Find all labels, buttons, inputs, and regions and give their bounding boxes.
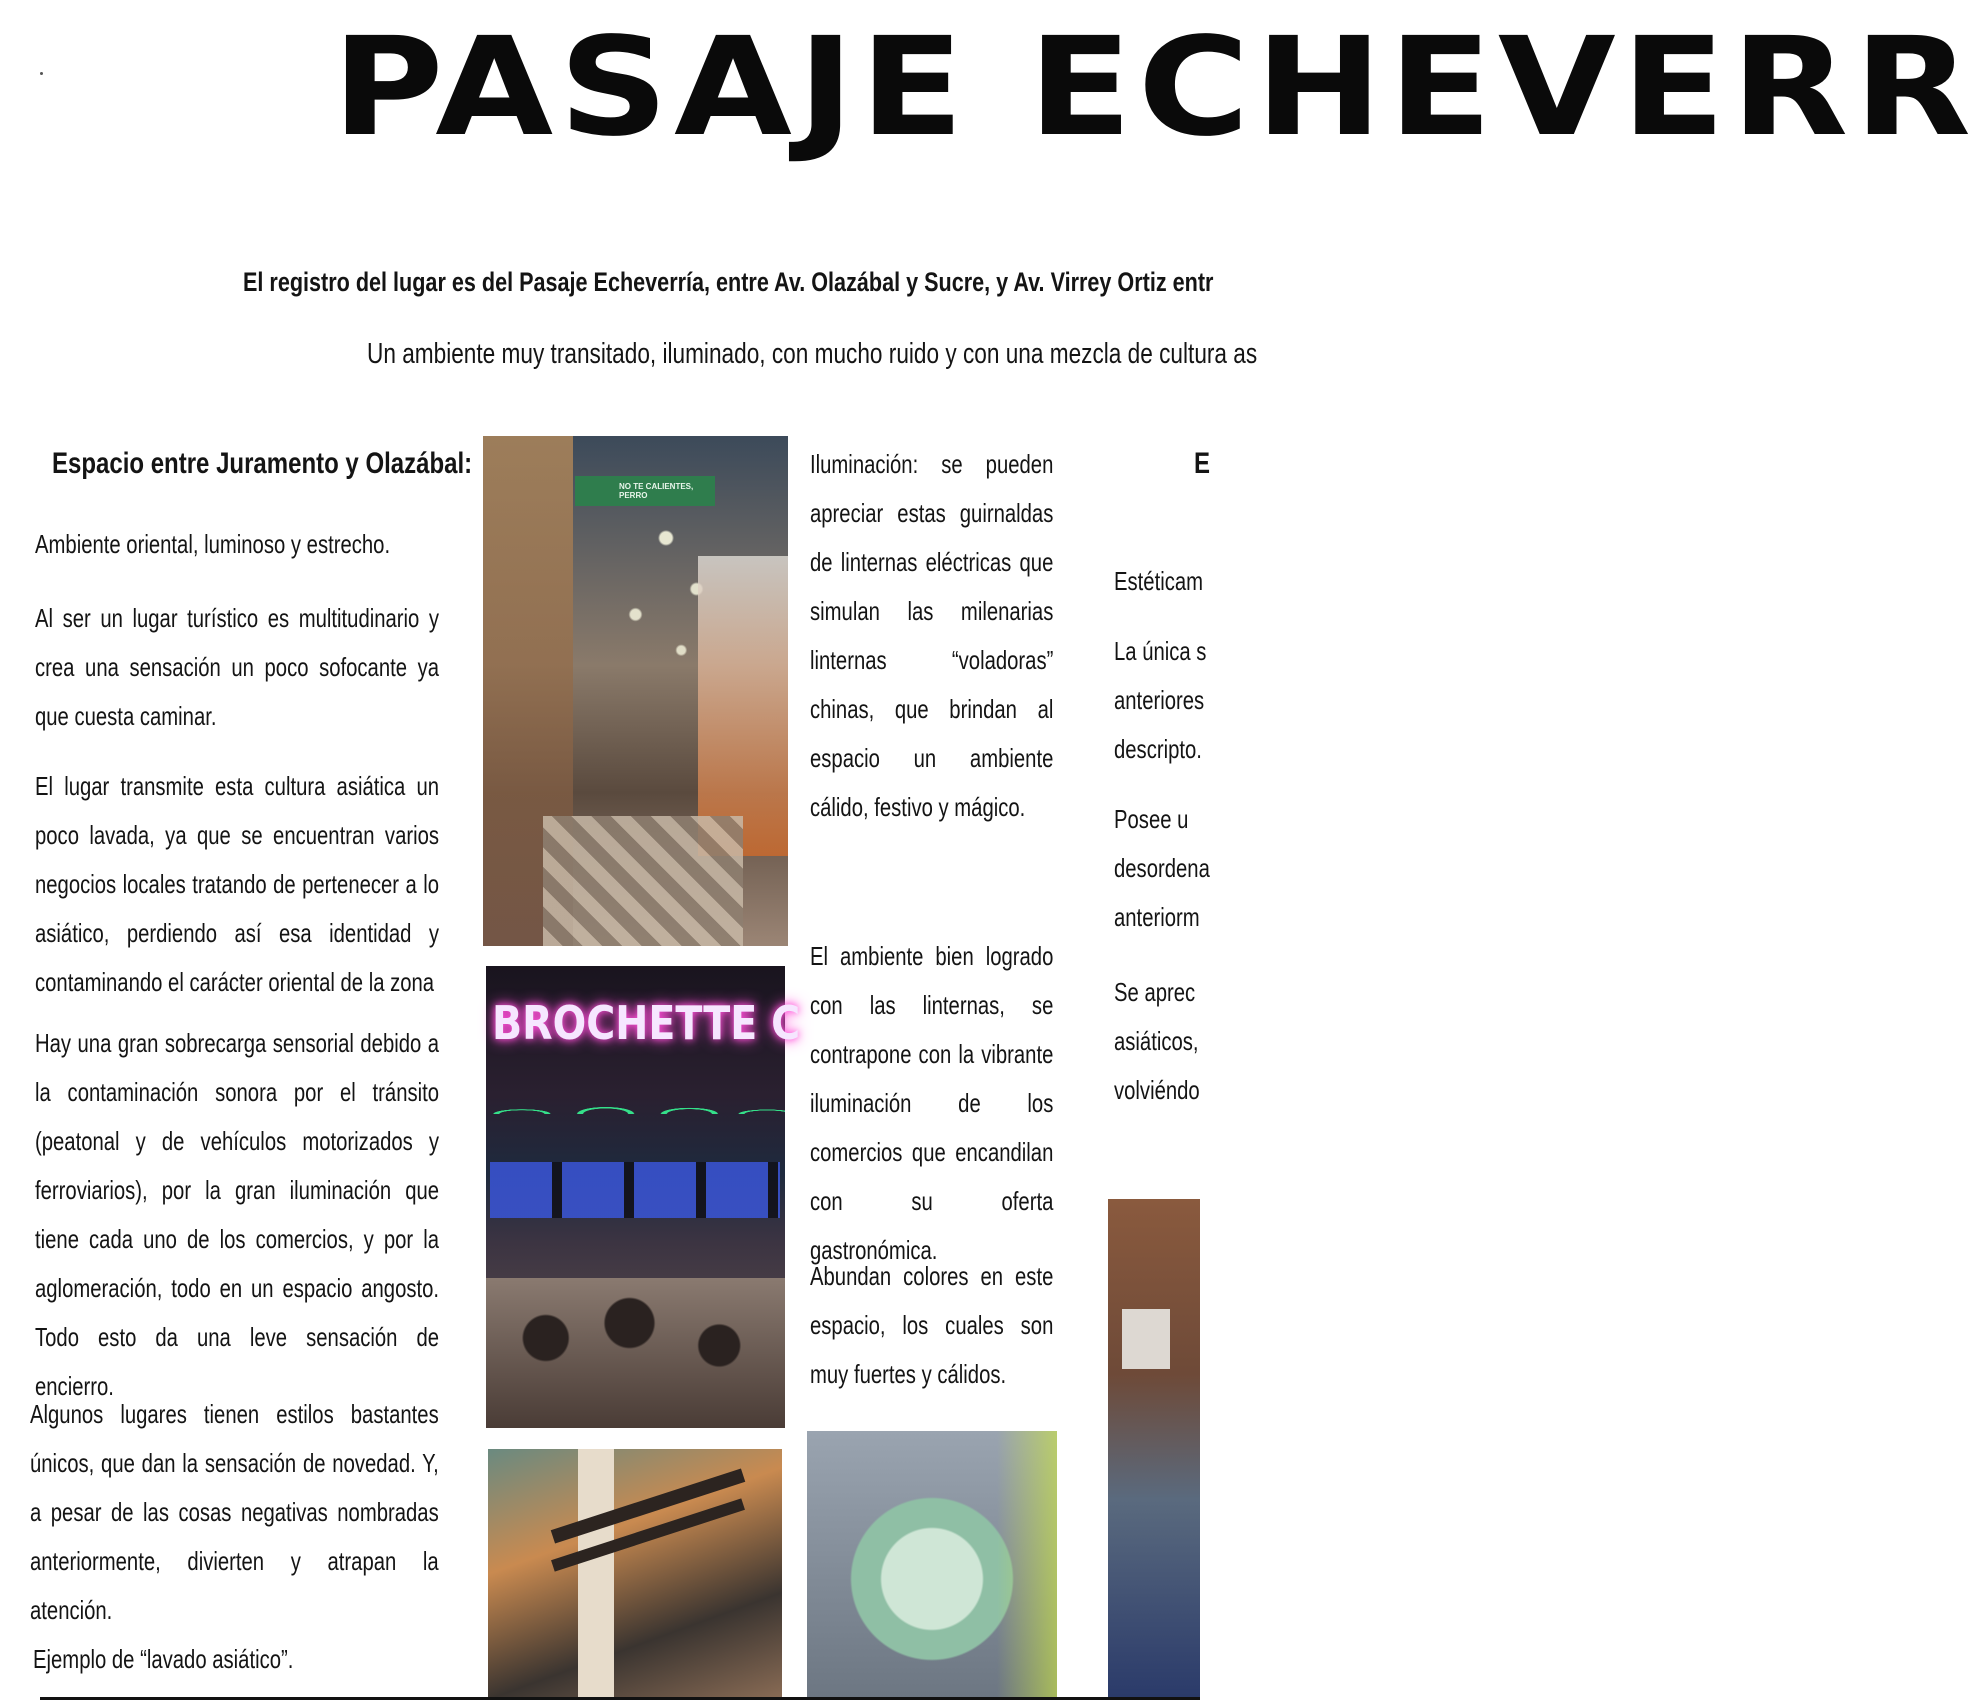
left-paragraph-6: Ejemplo de “lavado asiático”. xyxy=(33,1644,294,1674)
right-paragraph-3: Posee u desordena anteriorm xyxy=(1114,804,1210,932)
street-sign xyxy=(575,476,715,506)
right-column-heading: E xyxy=(1194,447,1211,480)
middle-paragraph-lighting: Iluminación: se pueden apreciar estas guirnaldas de linternas eléctricas que simulan las milenarias linternas “voladoras” chinas, que brindan al espacio un ambiente cálido, festivo y mágico. xyxy=(810,449,1054,822)
left-paragraph-4: Hay una gran sobrecarga sensorial debido a la contaminación sonora por el tránsito (peatonal y de vehículos motorizados y ferroviarios), por la gran iluminación que tiene cada uno de los comercios, y por la aglomeración, todo en un espacio angosto. Todo esto da una leve sensación de encierro. xyxy=(35,1028,440,1401)
intro-ambient-line: Un ambiente muy transitado, iluminado, con mucho ruido y con una mezcla de cultura as xyxy=(367,338,1258,370)
left-paragraph-1: Ambiente oriental, luminoso y estrecho. xyxy=(35,529,391,559)
left-column-heading: Espacio entre Juramento y Olazábal: xyxy=(52,447,473,480)
right-paragraph-4: Se aprec asiáticos, volviéndo xyxy=(1114,977,1200,1105)
photo-street-facade xyxy=(1108,1199,1200,1700)
right-paragraph-2: La única s anteriores descripto. xyxy=(1114,636,1207,764)
right-paragraph-1: Estéticam xyxy=(1114,566,1204,596)
photo-asian-restaurant-interior xyxy=(488,1449,782,1700)
photo-passage-lanterns xyxy=(483,436,788,946)
left-paragraph-2: Al ser un lugar turístico es multitudinario y crea una sensación un poco sofocante ya que cuesta caminar. xyxy=(35,603,440,731)
street-sign-text: NO TE CALIENTES, PERRO xyxy=(619,482,694,500)
middle-paragraph-contrast: El ambiente bien logrado con las linternas, se contrapone con la vibrante iluminación de los comercios que encandilan con su oferta gastronómica. xyxy=(810,941,1054,1265)
left-paragraph-5: Algunos lugares tienen estilos bastantes únicos, que dan la sensación de novedad. Y, a pesar de las cosas negativas nombradas anteriormente, divierten y atrapan la atención. xyxy=(30,1399,439,1625)
photo-lion-dance-costume xyxy=(807,1431,1057,1700)
left-paragraph-3: El lugar transmite esta cultura asiática un poco lavada, ya que se encuentran varios negocios locales tratando de pertenecer a lo asiático, perdiendo así esa identidad y contaminando el carácter oriental de la zona xyxy=(35,771,440,997)
decorative-dot xyxy=(40,72,43,75)
page-title: PASAJE ECHEVERR xyxy=(332,9,1977,167)
intro-location-line: El registro del lugar es del Pasaje Echeverría, entre Av. Olazábal y Sucre, y Av. Virrey Ortiz entr xyxy=(243,267,1214,297)
photo-neon-restaurant xyxy=(486,966,801,1428)
neon-sign-text: BROCHETTE C xyxy=(492,996,801,1050)
middle-paragraph-colors: Abundan colores en este espacio, los cuales son muy fuertes y cálidos. xyxy=(810,1261,1054,1389)
